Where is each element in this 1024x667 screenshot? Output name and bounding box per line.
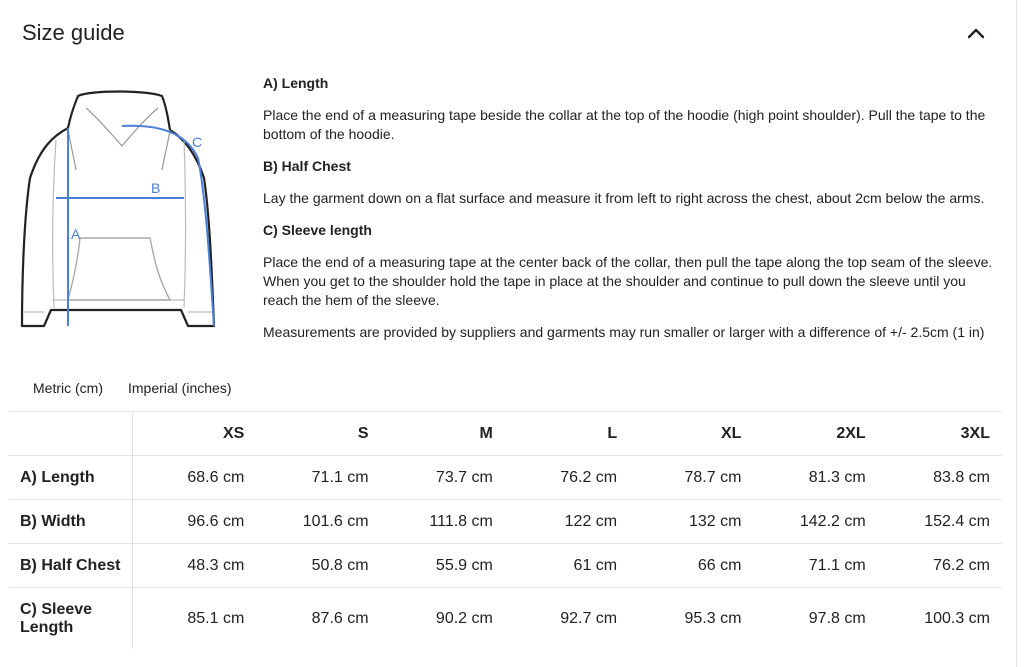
- table-cell: 85.1 cm: [132, 588, 256, 650]
- size-header: 2XL: [753, 412, 877, 456]
- measure-b-label: B: [151, 180, 161, 196]
- table-cell: 48.3 cm: [132, 544, 256, 588]
- tab-imperial[interactable]: Imperial (inches): [128, 380, 232, 396]
- length-text: Place the end of a measuring tape beside the collar at the top of the hoodie (high point shoulder). Pull the tape to the bottom of the hoodie.: [263, 107, 986, 142]
- table-cell: 81.3 cm: [753, 456, 877, 500]
- table-cell: 50.8 cm: [256, 544, 380, 588]
- size-header: XL: [629, 412, 753, 456]
- table-cell: 142.2 cm: [753, 500, 877, 544]
- table-cell: 101.6 cm: [256, 500, 380, 544]
- size-header: S: [256, 412, 380, 456]
- row-label: B) Half Chest: [9, 544, 132, 588]
- size-header: M: [381, 412, 505, 456]
- table-cell: 100.3 cm: [878, 588, 1002, 650]
- table-cell: 71.1 cm: [753, 544, 877, 588]
- size-guide-header[interactable]: [22, 18, 1016, 50]
- row-label: A) Length: [9, 456, 132, 500]
- table-cell: 61 cm: [505, 544, 629, 588]
- table-cell: 92.7 cm: [505, 588, 629, 650]
- table-cell: 95.3 cm: [629, 588, 753, 650]
- hoodie-measurement-diagram: [18, 88, 228, 336]
- table-cell: 73.7 cm: [381, 456, 505, 500]
- size-header: L: [505, 412, 629, 456]
- table-cell: 71.1 cm: [256, 456, 380, 500]
- row-label: C) Sleeve Length: [9, 588, 132, 650]
- size-header-row: [9, 412, 1002, 456]
- table-cell: 152.4 cm: [878, 500, 1002, 544]
- table-cell: 76.2 cm: [878, 544, 1002, 588]
- half-chest-text: Lay the garment down on a flat surface and measure it from left to right across the chest, about 2cm below the arms.: [263, 190, 985, 206]
- tab-metric[interactable]: Metric (cm): [33, 380, 103, 396]
- table-cell: 83.8 cm: [878, 456, 1002, 500]
- measure-c-label: C: [192, 134, 203, 150]
- measurement-instructions: [263, 74, 993, 355]
- table-cell: 78.7 cm: [629, 456, 753, 500]
- measure-a-label: A: [71, 226, 81, 242]
- table-cell: 87.6 cm: [256, 588, 380, 650]
- sleeve-length-heading: C) Sleeve length: [263, 222, 372, 238]
- table-cell: 111.8 cm: [381, 500, 505, 544]
- size-guide-title: Size guide: [22, 20, 125, 45]
- size-header: XS: [132, 412, 256, 456]
- length-heading: A) Length: [263, 75, 329, 91]
- table-cell: 97.8 cm: [753, 588, 877, 650]
- table-cell: 55.9 cm: [381, 544, 505, 588]
- table-cell: 90.2 cm: [381, 588, 505, 650]
- table-cell: 96.6 cm: [132, 500, 256, 544]
- corner-cell: [9, 412, 132, 456]
- table-cell: 68.6 cm: [132, 456, 256, 500]
- size-header: 3XL: [878, 412, 1002, 456]
- chevron-up-icon[interactable]: [966, 24, 986, 44]
- half-chest-heading: B) Half Chest: [263, 158, 351, 174]
- measurement-note: Measurements are provided by suppliers and garments may run smaller or larger with a difference of +/- 2.5cm (1 in): [263, 324, 985, 340]
- row-label: B) Width: [9, 500, 132, 544]
- table-row: [9, 500, 1002, 544]
- table-cell: 132 cm: [629, 500, 753, 544]
- table-cell: 76.2 cm: [505, 456, 629, 500]
- table-row: [9, 588, 1002, 650]
- table-cell: 66 cm: [629, 544, 753, 588]
- table-row: [9, 456, 1002, 500]
- table-cell: 122 cm: [505, 500, 629, 544]
- sleeve-length-text: Place the end of a measuring tape at the center back of the collar, then pull the tape along the top seam of the sleeve. When you get to the shoulder hold the tape in place at the shoulder and continue to pull down the sleeve until you reach the hem of the sleeve.: [263, 254, 993, 308]
- size-table: [9, 411, 1002, 649]
- table-row: [9, 544, 1002, 588]
